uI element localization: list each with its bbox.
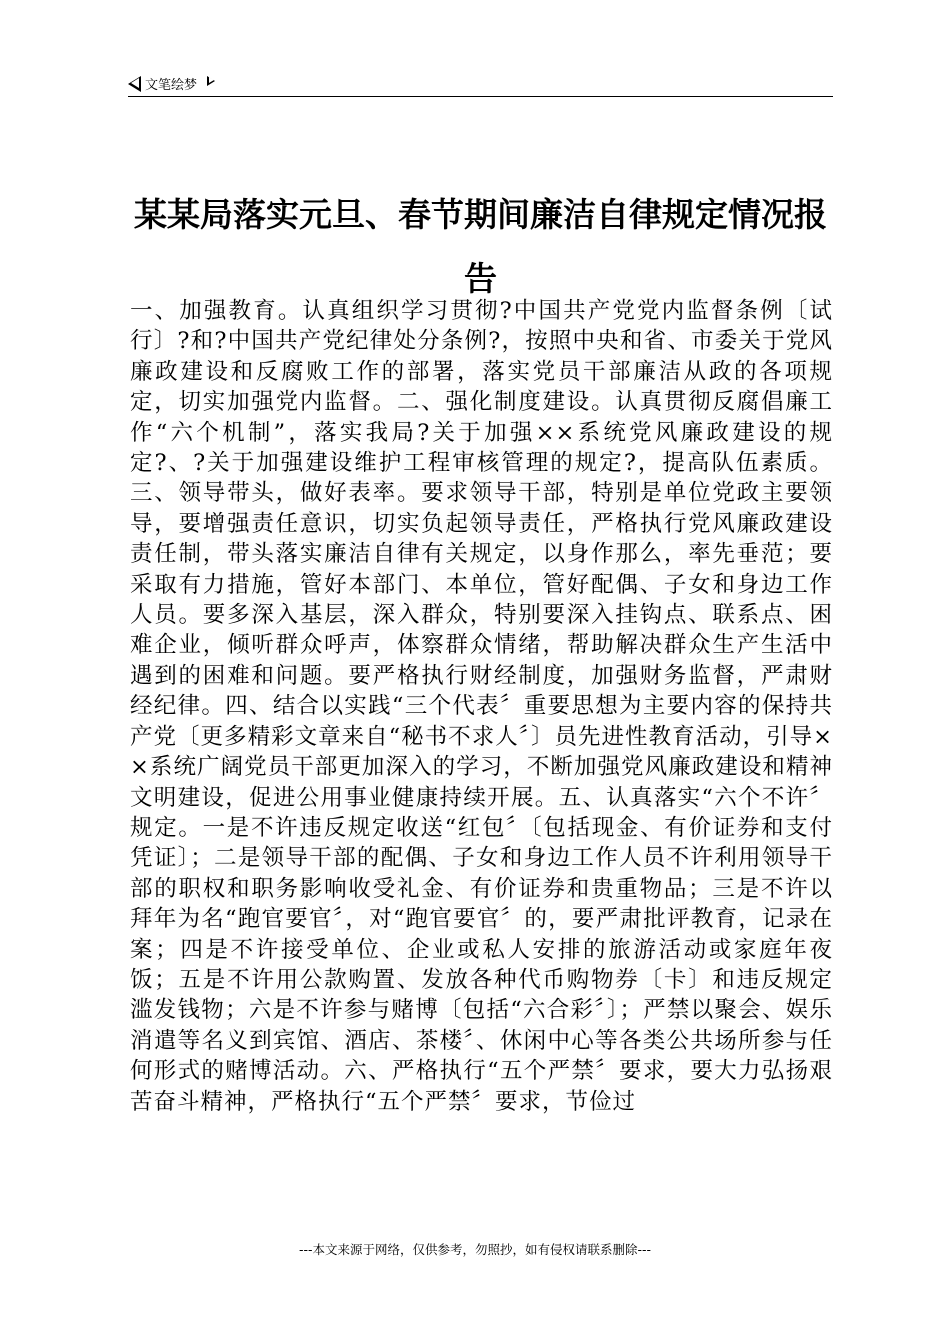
page-header bbox=[128, 72, 833, 97]
footer-notice: ---本文来源于网络，仅供参考，勿照抄，如有侵权请联系删除--- bbox=[298, 1242, 652, 1257]
triangle-left-icon bbox=[128, 76, 141, 92]
document-body: 一、加强教育。认真组织学习贯彻?中国共产党党内监督条例〔试行〕?和?中国共产党纪律处分条例?，按照中央和省、市委关于党风廉政建设和反腐败工作的部署，落实党员干部廉洁从政的各项规定，切实加强党内监督。二、强化制度建设。认真贯彻反腐倡廉工作“六个机制”，落实我局?关于加强××系统党风廉政建设的规定?、?关于加强建设维护工程审核管理的规定?，提高队伍素质。三、领导带头，做好表率。要求领导干部，特别是单位党政主要领导，要增强责任意识，切实负起领导责任，严格执行党风廉政建设责任制，带头落实廉洁自律有关规定，以身作那么，率先垂范；要采取有力措施，管好本部门、本单位，管好配偶、子女和身边工作人员。要多深入基层，深入群众，特别要深入挂钩点、联系点、困难企业，倾听群众呼声，体察群众情绪，帮助解决群众生产生活中遇到的困难和问题。要严格执行财经制度，加强财务监督，严肃财经纪律。四、结合以实践“三个代表〞重要思想为主要内容的保持共产党〔更多精彩文章来自“秘书不求人〞〕员先进性教育活动，引导××系统广阔党员干部更加深入的学习，不断加强党风廉政建设和精神文明建设，促进公用事业健康持续开展。五、认真落实“六个不许〞规定。一是不许违反规定收送“红包〞〔包括现金、有价证券和支付凭证〕；二是领导干部的配偶、子女和身边工作人员不许利用领导干部的职权和职务影响收受礼金、有价证券和贵重物品；三是不许以拜年为名“跑官要官〞，对“跑官要官〞的，要严肃批评教育，记录在案；四是不许接受单位、企业或私人安排的旅游活动或家庭年夜饭；五是不许用公款购置、发放各种代币购物券〔卡〕和违反规定滥发钱物；六是不许参与赌博〔包括“六合彩〞〕；严禁以聚会、娱乐消遣等名义到宾馆、酒店、茶楼〞、休闲中心等各类公共场所参与任何形式的赌博活动。六、严格执行“五个严禁〞要求，要大力弘扬艰苦奋斗精神，严格执行“五个严禁〞要求，节俭过 bbox=[130, 298, 833, 1115]
triangle-right-icon bbox=[207, 76, 215, 86]
document-title: 某某局落实元旦、春节期间廉洁自律规定情况报告 bbox=[134, 195, 827, 298]
header-brand-label: 文笔绘梦 bbox=[145, 78, 198, 93]
header-brand bbox=[128, 74, 215, 93]
